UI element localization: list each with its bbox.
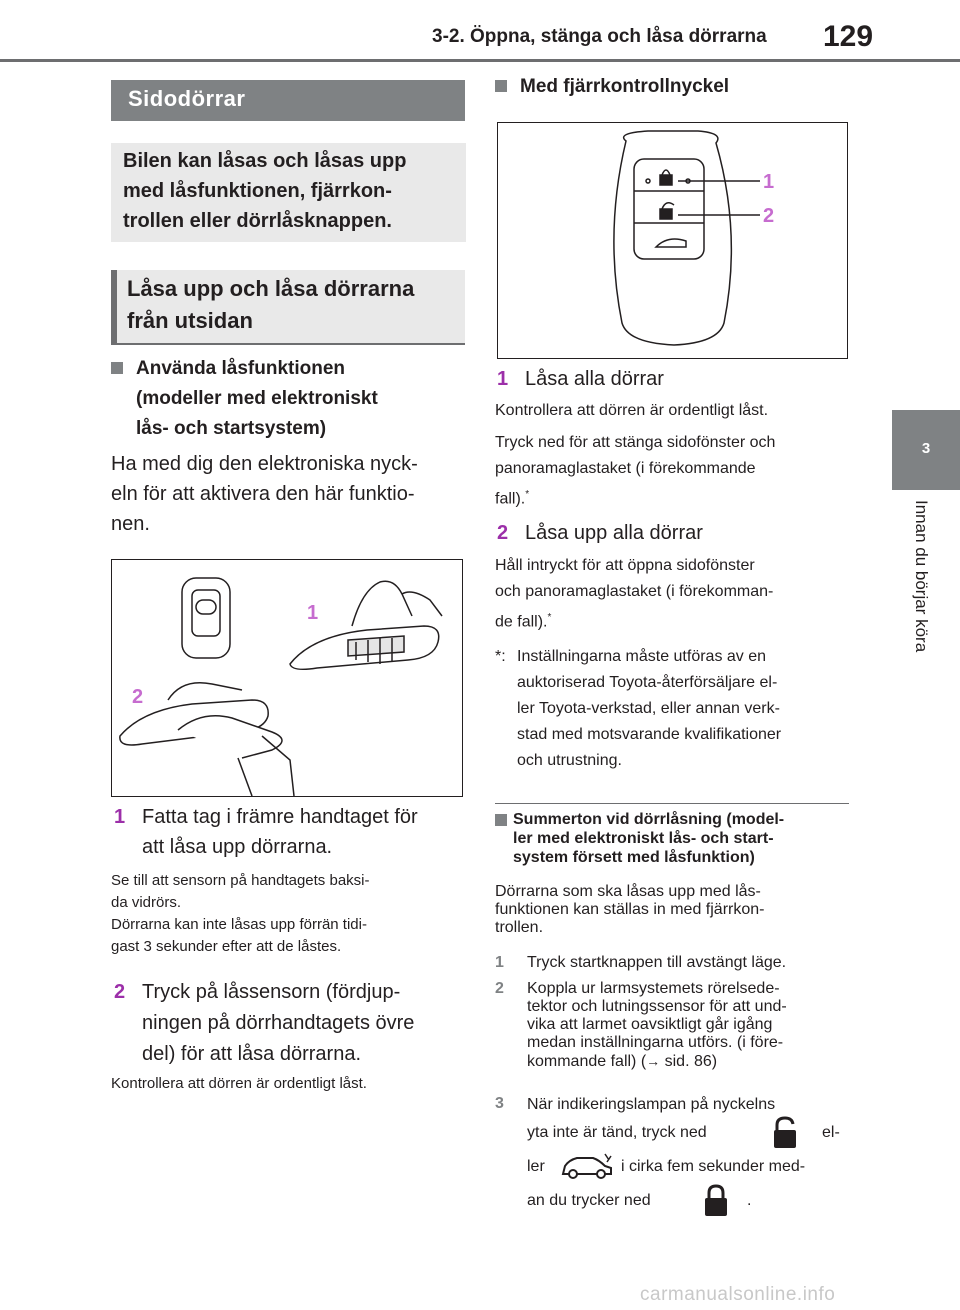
header-rule [0, 59, 960, 62]
smart-key-fob [182, 578, 230, 658]
step-number: 1 [495, 954, 504, 971]
bullet-heading-smart-entry: Använda låsfunktionen (modeller med elektroniskt lås- och startsystem) [111, 354, 461, 444]
running-header: 3-2. Öppna, stänga och låsa dörrarna [432, 26, 767, 47]
subsection-title: Låsa upp och låsa dörrarna från utsidan [111, 270, 465, 345]
bullet-square-icon [111, 362, 123, 374]
remote-step-1: 1 Låsa alla dörrar [497, 364, 857, 394]
remote-callout-1: 1 [763, 171, 775, 193]
bullet-heading-remote: Med fjärrkontrollnyckel [495, 72, 845, 102]
step-number: 1 [497, 368, 509, 390]
page-number: 129 [823, 20, 874, 53]
unlock-button-icon [660, 209, 672, 219]
figure-callout-1: 1 [307, 602, 319, 624]
watermark: carmanualsonline.info [640, 1284, 836, 1305]
right-arrow-icon: → [646, 1053, 661, 1069]
left-step-2-note: Kontrollera att dörren är ordentligt låst. [111, 1075, 367, 1092]
intro-box: Bilen kan låsas och låsas upp med låsfunktionen, fjärrkon- trollen eller dörrlåsknappen. [111, 143, 466, 242]
footnote: *: Inställningarna måste utföras av en auktoriserad Toyota-återförsäljare el- ler Toyota-verkstad, eller annan verk- stad med motsvarande kvalifikationer och utrustning. [495, 648, 782, 769]
figure-callout-2: 2 [132, 686, 144, 708]
door-handle-illustration [112, 560, 462, 796]
section-title: Sidodörrar [111, 80, 465, 121]
upper-door-handle [290, 581, 442, 669]
smart-entry-description: Ha med dig den elektroniska nyck- eln för att aktivera den här funktio- nen. [111, 453, 418, 535]
chime-step-1: 1 Tryck startknappen till avstängt läge. [495, 954, 787, 971]
remote-step-2: 2 Låsa upp alla dörrar [497, 518, 857, 548]
chime-heading: Summerton vid dörrlåsning (model- ler med elektroniskt lås- och start- system försett med låsfunktion) [495, 810, 857, 867]
chime-step-2: 2 Koppla ur larmsystemets rörelsede- tektor och lutningssensor för att und- vika att larmet oavsiktligt går igång medan inställningarna utförs. (i före- kommande fall) (→ sid. 86) [495, 980, 787, 1070]
lock-button-icon [660, 175, 672, 185]
lower-door-handle [120, 683, 294, 796]
chime-step-3: 3 När indikeringslampan på nyckelns yta inte är tänd, tryck ned el- ler i cirka fem sekunder med- an du trycker ned . [495, 1094, 857, 1218]
chapter-tab-rule [892, 488, 960, 490]
remote-step-2-notes: Håll intryckt för att öppna sidofönster och panoramaglastaket (i förekomman- de fall).* [495, 557, 774, 631]
remote-key-illustration [498, 123, 847, 358]
bullet-square-icon [495, 80, 507, 92]
bullet-square-icon [495, 814, 507, 826]
left-step-2: 2 Tryck på låssensorn (fördjup- ningen på dörrhandtagets övre del) för att låsa dörrarna. [114, 977, 474, 1070]
step-number: 1 [114, 806, 126, 828]
lock-icon [703, 1184, 729, 1231]
left-step-1-notes: Se till att sensorn på handtagets baksi- da vidrörs. Dörrarna kan inte låsas upp förrän tidi- gast 3 sekunder efter att de låstes. [111, 872, 370, 955]
left-step-1: 1 Fatta tag i främre handtaget för att låsa upp dörrarna. [114, 802, 474, 862]
step-number: 2 [114, 981, 126, 1003]
step-number: 2 [497, 522, 509, 544]
step-number: 2 [495, 980, 504, 997]
section-divider [495, 803, 849, 804]
step-number: 3 [495, 1095, 504, 1112]
remote-callout-2: 2 [763, 205, 775, 227]
remote-key-figure [497, 122, 848, 359]
door-handle-figure [111, 559, 463, 797]
remote-step-1-notes: Kontrollera att dörren är ordentligt låst. Tryck ned för att stänga sidofönster och panoramaglastaket (i förekommande fall).* [495, 402, 776, 508]
chime-intro: Dörrarna som ska låsas upp med lås- funktionen kan ställas in med fjärrkon- trollen. [495, 883, 765, 936]
chapter-tab: 3 [892, 410, 960, 488]
chapter-side-label: Innan du börjar köra [912, 500, 931, 653]
